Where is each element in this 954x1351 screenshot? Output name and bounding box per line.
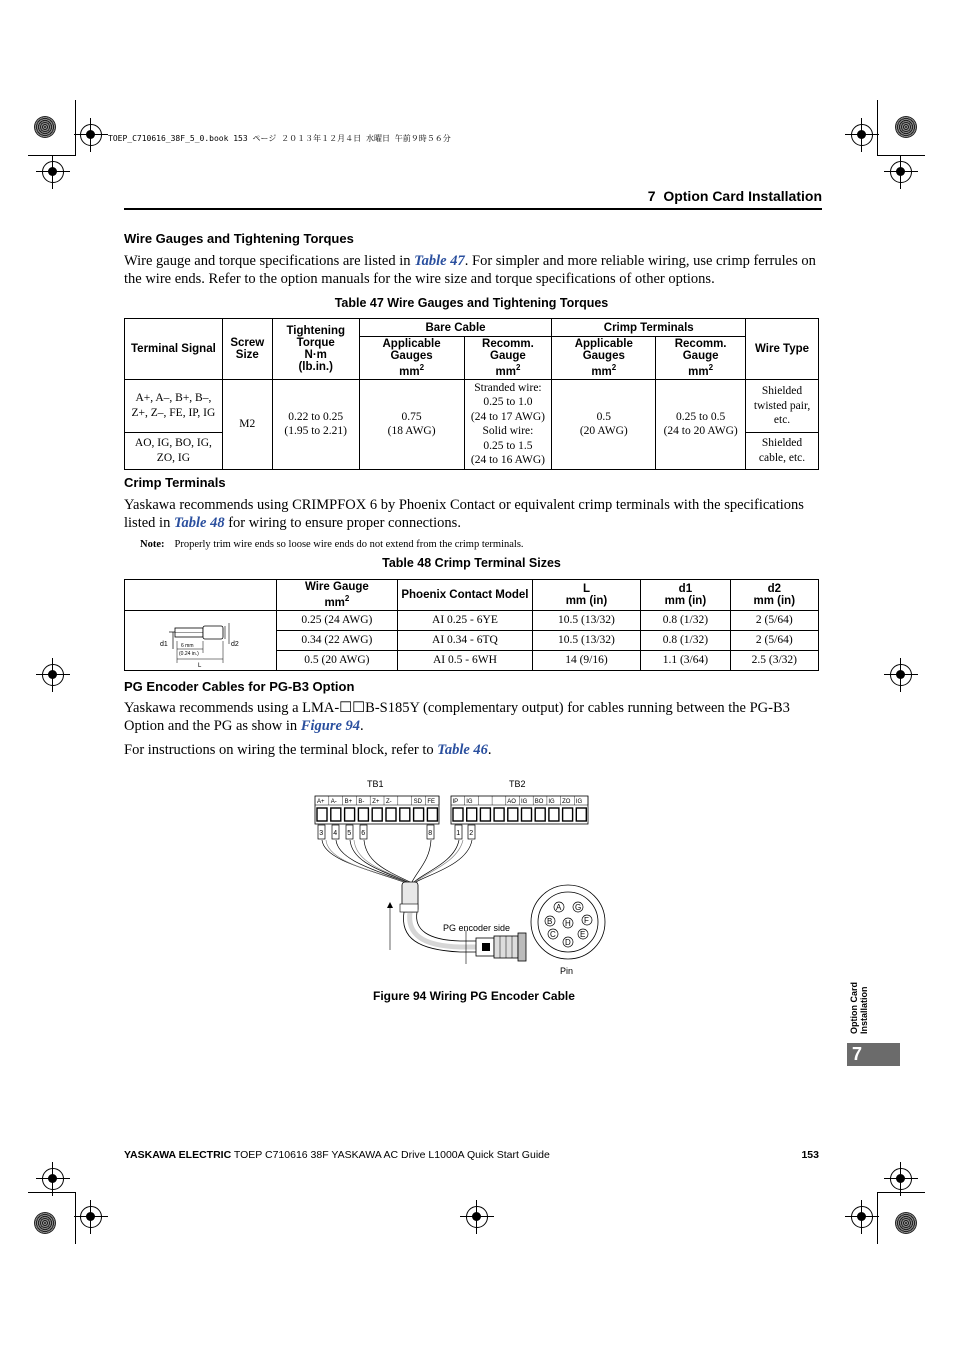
table48-caption: Table 48 Crimp Terminal Sizes — [382, 556, 561, 570]
terminal-screw-icon — [414, 808, 424, 821]
cell-signal-1: A+, A–, B+, B–, Z+, Z–, FE, IP, IG — [125, 379, 223, 432]
figure94-caption: Figure 94 Wiring PG Encoder Cable — [373, 989, 575, 1003]
cell-L: 10.5 (13/32) — [532, 610, 640, 630]
pin-label: Pin — [560, 966, 574, 976]
registration-target-icon — [34, 116, 56, 138]
tb2-terminal-label: IG — [521, 799, 528, 805]
terminal-screw-icon — [453, 808, 463, 821]
registration-mark-icon — [890, 1168, 912, 1190]
th-d1: d1 mm (in) — [641, 580, 730, 611]
tb1-terminal-label: A- — [330, 799, 337, 805]
terminal-screw-icon — [331, 808, 341, 821]
registration-mark-icon — [42, 161, 64, 183]
wire-pin-label: 3 — [319, 830, 324, 837]
connector-pin-letter: E — [580, 930, 586, 939]
cell-bare-applicable: 0.75 (18 AWG) — [359, 379, 464, 469]
footer: YASKAWA ELECTRIC TOEP C710616 38F YASKAWA AC Drive L1000A Quick Start Guide — [124, 1149, 550, 1161]
crimp-ferrule-diagram — [125, 611, 275, 669]
th-tightening-torque: Tightening Torque N·m (lb.in.) — [272, 319, 359, 380]
terminal-screw-icon — [400, 808, 410, 821]
tb1-terminal-label: B+ — [344, 799, 353, 805]
terminal-screw-icon — [522, 808, 532, 821]
terminal-screw-icon — [576, 808, 586, 821]
registration-target-icon — [895, 1212, 917, 1234]
link-table-47[interactable]: Table 47 — [414, 253, 465, 269]
connector-pin-letter: A — [556, 903, 562, 912]
section-heading-crimp-terminals: Crimp Terminals — [124, 475, 226, 490]
registration-mark-icon — [466, 1206, 488, 1228]
terminal-screw-icon — [480, 808, 490, 821]
section3-paragraph: Yaskawa recommends using a LMA-☐☐B-S185Y (complementary output) for cables running between the PG-B3 Option and the PG as show in Figure 94. — [124, 700, 790, 734]
connector-pin-letter: C — [550, 930, 556, 939]
th-crimp-terminals: Crimp Terminals — [552, 319, 746, 337]
header-rule — [124, 208, 822, 210]
registration-mark-icon — [851, 124, 873, 146]
registration-target-icon — [34, 1212, 56, 1234]
cell-crimp-applicable: 0.5 (20 AWG) — [552, 379, 656, 469]
tb2-terminal-label: AO — [507, 799, 516, 805]
wire-pin-label: 4 — [333, 830, 338, 837]
cell-model: AI 0.5 - 6WH — [398, 650, 533, 670]
cell-model: AI 0.25 - 6YE — [398, 610, 533, 630]
table47-caption: Table 47 Wire Gauges and Tightening Torques — [334, 296, 609, 310]
tb2-terminal-label: IP — [452, 799, 459, 805]
tb2-terminal-label: ZO — [562, 799, 571, 805]
page-number: 153 — [801, 1149, 819, 1161]
cell-d1: 0.8 (1/32) — [641, 610, 730, 630]
registration-mark-icon — [851, 1206, 873, 1228]
cell-model: AI 0.34 - 6TQ — [398, 630, 533, 650]
cell-gauge: 0.25 (24 AWG) — [276, 610, 398, 630]
wire-pin-label: 8 — [428, 830, 433, 837]
connector-pin-letter: H — [565, 919, 571, 928]
terminal-screw-icon — [345, 808, 355, 821]
tb2-label: TB2 — [509, 779, 526, 789]
tb2-terminal-label: IG — [466, 799, 473, 805]
terminal-screw-icon — [563, 808, 573, 821]
registration-mark-icon — [80, 124, 102, 146]
registration-mark-icon — [42, 664, 64, 686]
terminal-screw-icon — [494, 808, 504, 821]
tb1-terminal-label: FE — [427, 799, 436, 805]
terminal-screw-icon — [386, 808, 396, 821]
chapter-header: 7 Option Card Installation — [647, 188, 822, 204]
section-heading-pg-encoder: PG Encoder Cables for PG-B3 Option — [124, 679, 355, 694]
connector-pin-letter: B — [547, 917, 553, 926]
th-crimp-recomm: Recomm. Gauge $mm^2$ — [656, 337, 746, 380]
tb1-terminal-label: SD — [413, 799, 422, 805]
diagram-label-L: L — [198, 663, 202, 670]
cell-L: 14 (9/16) — [532, 650, 640, 670]
registration-mark-icon — [42, 1168, 64, 1190]
th-bare-applicable: Applicable Gauges $mm^2$ — [359, 337, 464, 380]
tb1-terminal-label: Z+ — [372, 799, 380, 805]
registration-target-icon — [895, 116, 917, 138]
cell-torque: 0.22 to 0.25 (1.95 to 2.21) — [272, 379, 359, 469]
diagram-label-d2: d2 — [231, 641, 239, 649]
th-empty — [125, 580, 277, 611]
tb1-terminal-label: Z- — [386, 799, 392, 805]
section1-paragraph: Wire gauge and torque specifications are listed in Table 47. For simpler and more reliable wiring, use crimp ferrules on the wire ends. Refer to the option manuals for the wire size and torque specifications of other options. — [124, 253, 816, 287]
wire-pin-label: 5 — [347, 830, 352, 837]
cell-d2: 2 (5/64) — [730, 630, 818, 650]
connector-pin-letter: D — [565, 938, 571, 947]
th-terminal-signal: Terminal Signal — [125, 319, 223, 380]
link-table-46[interactable]: Table 46 — [437, 742, 488, 758]
wire-pin-label: 1 — [456, 830, 461, 837]
connector-pin-letter: F — [584, 916, 589, 925]
note: Note: Properly trim wire ends so loose wire ends do not extend from the crimp terminals. — [140, 539, 524, 550]
th-screw-size: Screw Size — [222, 319, 272, 380]
th-bare-recomm: Recomm. Gauge $mm^2$ — [464, 337, 552, 380]
tb1-terminal-label: B- — [358, 799, 365, 805]
cell-wire-type-1: Shielded twisted pair, etc. — [746, 379, 819, 432]
tb1-terminal-label: A+ — [317, 799, 325, 805]
side-tab-label-2: Installation — [859, 986, 869, 1034]
th-crimp-applicable: Applicable Gauges $mm^2$ — [552, 337, 656, 380]
cell-gauge: 0.5 (20 AWG) — [276, 650, 398, 670]
terminal-screw-icon — [372, 808, 382, 821]
th-bare-cable: Bare Cable — [359, 319, 552, 337]
registration-mark-icon — [890, 161, 912, 183]
link-table-48[interactable]: Table 48 — [173, 515, 225, 531]
tb2-terminal-label: IG — [548, 799, 555, 805]
crimp-terminal-diagram-cell — [125, 610, 277, 670]
table-47 — [124, 318, 819, 470]
table-48 — [124, 579, 819, 671]
figure-94-wiring-diagram — [300, 770, 620, 980]
diagram-label-in: (0.24 in.) — [179, 651, 199, 658]
th-L: L mm (in) — [532, 580, 640, 611]
terminal-screw-icon — [427, 808, 437, 821]
tb1-label: TB1 — [367, 779, 384, 789]
print-slug: TOEP_C710616_38F_5_0.book 153 ページ ２０１３年１２月４日 水曜日 午前９時５６分 — [108, 134, 451, 143]
diagram-label-d1: d1 — [160, 641, 168, 649]
tb2-terminal-label: BO — [534, 799, 544, 805]
section2-paragraph: Yaskawa recommends using CRIMPFOX 6 by Phoenix Contact or equivalent crimp terminals with the specifications listed in Table 48 for wiring to ensure proper connections. — [124, 497, 804, 531]
cell-bare-recomm: Stranded wire: 0.25 to 1.0 (24 to 17 AWG) Solid wire: 0.25 to 1.5 (24 to 16 AWG) — [464, 379, 552, 469]
th-wire-gauge: Wire Gauge $mm^2$ — [276, 580, 398, 611]
cell-gauge: 0.34 (22 AWG) — [276, 630, 398, 650]
connector-pin-letter: G — [575, 903, 582, 912]
diagram-label-mm: 6 mm — [181, 643, 194, 650]
terminal-screw-icon — [508, 808, 518, 821]
cell-d2: 2 (5/64) — [730, 610, 818, 630]
link-figure-94[interactable]: Figure 94 — [300, 718, 361, 734]
terminal-screw-icon — [317, 808, 327, 821]
cell-d2: 2.5 (3/32) — [730, 650, 818, 670]
wire-pin-label: 6 — [361, 830, 366, 837]
terminal-screw-icon — [467, 808, 477, 821]
cell-screw: M2 — [222, 379, 272, 469]
wire-pin-label: 2 — [469, 830, 474, 837]
section3-paragraph-2: For instructions on wiring the terminal block, refer to Table 46. — [124, 742, 492, 758]
cell-d1: 1.1 (3/64) — [641, 650, 730, 670]
terminal-screw-icon — [549, 808, 559, 821]
tb2-terminal-label: IG — [575, 799, 583, 805]
pg-encoder-side-label: PG encoder side — [443, 923, 511, 933]
registration-mark-icon — [80, 1206, 102, 1228]
chapter-tab[interactable] — [847, 1043, 900, 1066]
cell-crimp-recomm: 0.25 to 0.5 (24 to 20 AWG) — [656, 379, 746, 469]
cell-signal-2: AO, IG, BO, IG, ZO, IG — [125, 433, 223, 470]
cell-wire-type-2: Shielded cable, etc. — [746, 433, 819, 470]
side-tab-label-1: Option Card — [849, 982, 859, 1034]
th-d2: d2 mm (in) — [730, 580, 818, 611]
cell-L: 10.5 (13/32) — [532, 630, 640, 650]
registration-mark-icon — [890, 664, 912, 686]
th-wire-type: Wire Type — [746, 319, 819, 380]
cell-d1: 0.8 (1/32) — [641, 630, 730, 650]
th-phoenix-model: Phoenix Contact Model — [398, 580, 533, 611]
terminal-screw-icon — [535, 808, 545, 821]
terminal-screw-icon — [358, 808, 368, 821]
section-heading-wire-gauges: Wire Gauges and Tightening Torques — [124, 231, 354, 246]
chapter-tab-number: 7 — [852, 1044, 863, 1064]
